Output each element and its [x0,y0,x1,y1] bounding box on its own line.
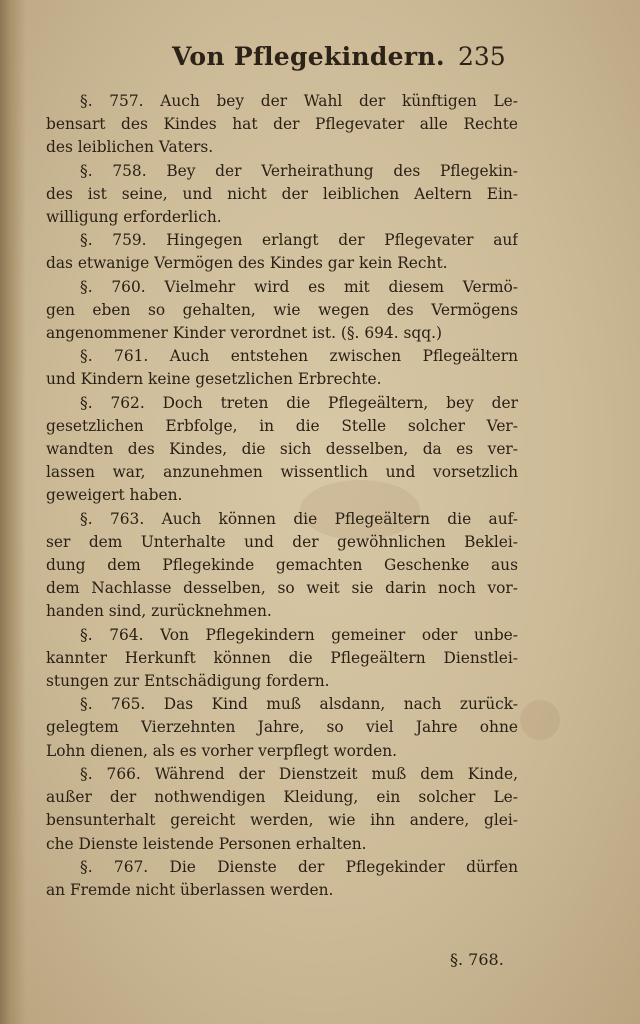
text-line: dung dem Pflegekinde gemachten Geschenke aus [46,556,518,575]
text-line: kannter Herkunft können die Pflegeältern Dienstlei- [46,648,518,667]
text-line: willigung erforderlich. [46,208,222,227]
paragraph [46,276,518,346]
text-line: Lohn dienen, als es vorher verpflegt worden. [46,741,398,760]
text-line: §. 762. Doch treten die Pflegeältern, bey der [80,393,518,412]
paragraph [46,229,518,275]
page-header [0,40,640,80]
paragraph [46,508,518,624]
paragraph [46,90,518,160]
text-line: angenommener Kinder verordnet ist. (§. 694. sqq.) [46,324,443,343]
text-line: che Dienste leistende Personen erhalten. [46,834,367,853]
paragraph [46,345,518,391]
catchword: §. 768. [450,950,504,969]
body-text [46,90,518,902]
text-line: §. 767. Die Dienste der Pflegekinder dürfen [80,857,518,876]
text-line: gelegtem Vierzehnten Jahre, so viel Jahre ohne [46,718,518,737]
text-line: das etwanige Vermögen des Kindes gar kein Recht. [46,254,448,273]
text-line: §. 766. Während der Dienstzeit muß dem Kinde, [80,764,518,783]
text-line: gesetzlichen Erbfolge, in die Stelle solcher Ver- [46,416,518,435]
paragraph [46,763,518,856]
text-line: ser dem Unterhalte und der gewöhnlichen Beklei- [46,532,518,551]
running-title: Von Pflegekindern. [172,42,445,71]
page-number: 235 [458,42,506,71]
text-line: des leiblichen Vaters. [46,138,214,157]
page-gutter-shadow [0,0,26,1024]
text-line: §. 758. Bey der Verheirathung des Pflegekin- [80,161,518,180]
paragraph [46,160,518,230]
text-line: und Kindern keine gesetzlichen Erbrechte. [46,370,382,389]
text-line: handen sind, zurücknehmen. [46,602,272,621]
paper-stain [520,700,560,740]
text-line: §. 757. Auch bey der Wahl der künftigen Le- [80,92,518,110]
text-line: bensart des Kindes hat der Pflegevater alle Rechte [46,115,518,134]
text-line: §. 760. Vielmehr wird es mit diesem Vermö- [80,277,518,296]
paragraph [46,392,518,508]
text-line: §. 765. Das Kind muß alsdann, nach zurück- [80,695,518,714]
text-line: §. 763. Auch können die Pflegeältern die auf- [80,509,518,528]
text-line: §. 759. Hingegen erlangt der Pflegevater auf [80,231,518,250]
text-line: wandten des Kindes, die sich desselben, da es ver- [46,440,518,459]
text-line: gen eben so gehalten, wie wegen des Vermögens [46,300,518,319]
text-line: an Fremde nicht überlassen werden. [46,880,334,899]
paragraph [46,693,518,763]
text-line: bensunterhalt gereicht werden, wie ihn andere, glei- [46,811,518,830]
text-line: geweigert haben. [46,486,183,505]
text-line: des ist seine, und nicht der leiblichen Aeltern Ein- [46,184,518,203]
paragraph [46,624,518,694]
text-line: stungen zur Entschädigung fordern. [46,672,330,691]
text-line: außer der nothwendigen Kleidung, ein solcher Le- [46,788,518,807]
text-line: dem Nachlasse desselben, so weit sie darin noch vor- [46,579,518,598]
text-line: §. 761. Auch entstehen zwischen Pflegeältern [80,347,518,366]
text-line: §. 764. Von Pflegekindern gemeiner oder unbe- [80,625,518,644]
text-line: lassen war, anzunehmen wissentlich und vorsetzlich [46,463,518,482]
paragraph [46,856,518,902]
